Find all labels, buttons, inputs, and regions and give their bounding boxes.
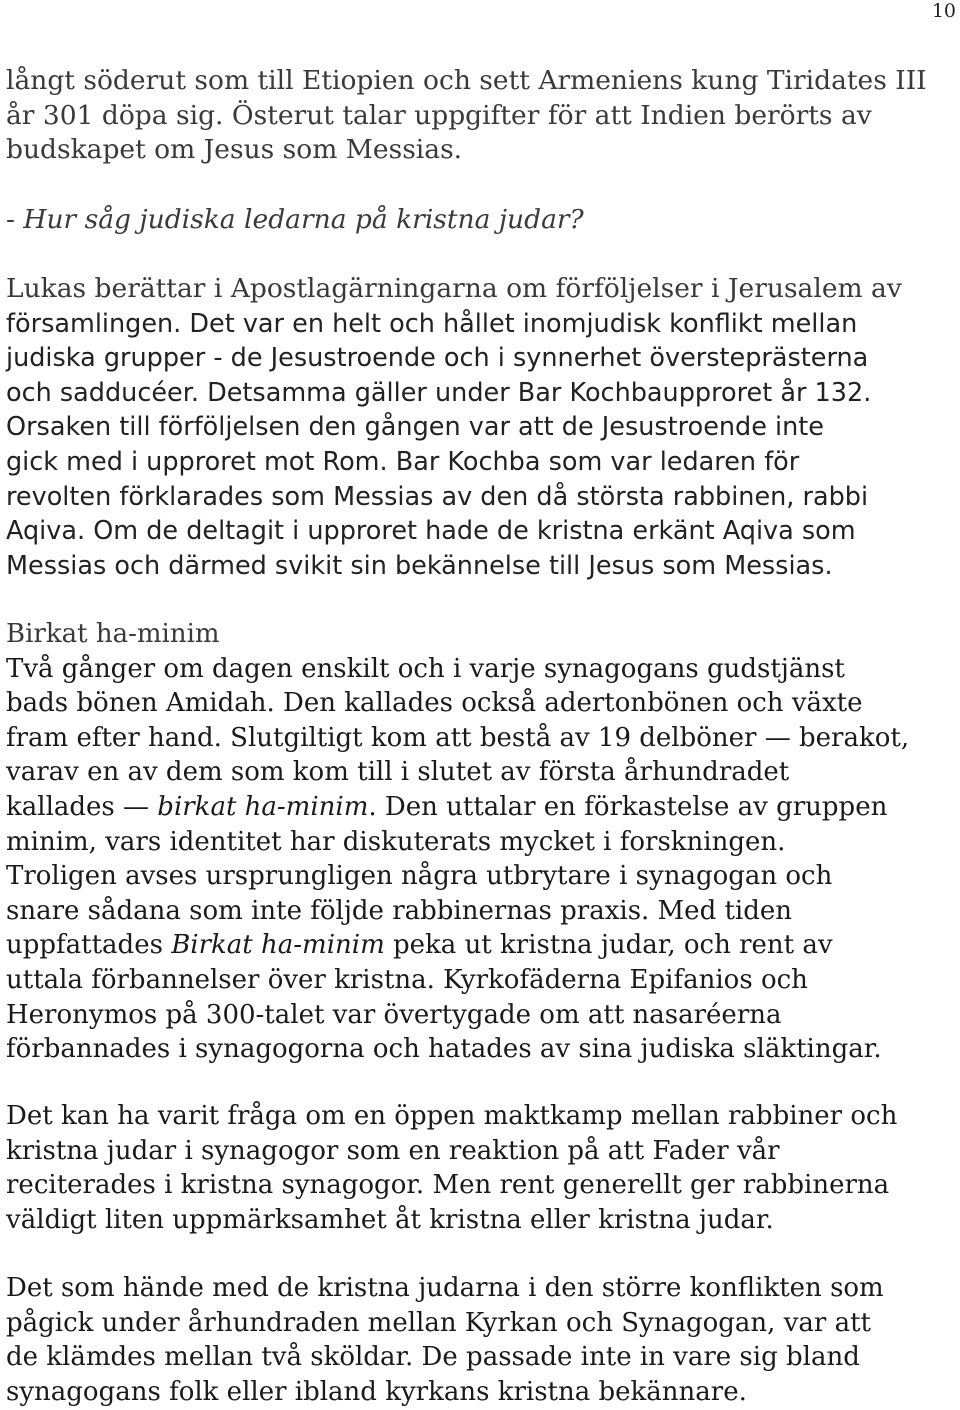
line-suffix: . Den uttalar en förkastelse av gruppen (368, 791, 888, 822)
text-line: budskapet om Jesus som Messias. (6, 134, 463, 166)
text-line: förbannades i synagogorna och hatades av sina judiska släktingar. (6, 1034, 882, 1065)
italic-term: Birkat ha-minim (171, 930, 385, 961)
text-line: väldigt liten uppmärksamhet åt kristna eller kristna judar. (6, 1204, 774, 1235)
text-line: gick med i upproret mot Rom. Bar Kochba som var ledaren för (6, 446, 800, 477)
text-line: synagogans folk eller ibland kyrkans kristna bekännare. (6, 1376, 747, 1407)
italic-term: birkat ha-minim (157, 791, 369, 822)
question-heading: - Hur såg judiska ledarna på kristna judar? (6, 204, 584, 235)
birkat-section (6, 617, 958, 1067)
page-number: 10 (931, 0, 956, 22)
text-line: minim, vars identitet har diskuterats mycket i forskningen. (6, 826, 786, 857)
intro-paragraph (6, 64, 958, 168)
text-line: år 301 döpa sig. Österut talar uppgifter för att Indien berörts av (6, 99, 872, 131)
text-line: och sadducéer. Detsamma gäller under Bar Kochbaupproret år 132. (6, 377, 872, 408)
text-line: snare sådana som inte följde rabbinernas praxis. Med tiden (6, 895, 793, 926)
text-line: revolten förklarades som Messias av den då största rabbinen, rabbi (6, 481, 869, 512)
text-line (6, 928, 958, 963)
text-line: Messias och därmed svikit sin bekännelse till Jesus som Messias. (6, 550, 833, 581)
text-line: Troligen avses ursprungligen några utbrytare i synagogan och (6, 861, 833, 892)
text-line: Orsaken till förföljelsen den gången var att de Jesustroende inte (6, 412, 824, 443)
text-line: Aqiva. Om de deltagit i upproret hade de kristna erkänt Aqiva som (6, 516, 856, 547)
line-suffix: peka ut kristna judar, och rent av (384, 930, 833, 961)
text-line: Två gånger om dagen enskilt och i varje synagogans gudstjänst (6, 653, 845, 684)
text-line: judiska grupper - de Jesustroende och i synnerhet översteprästerna (6, 343, 869, 374)
line-prefix: kallades — (6, 791, 158, 822)
text-line: Det kan ha varit fråga om en öppen maktkamp mellan rabbiner och (6, 1101, 898, 1131)
text-line: församlingen. Det var en helt och hållet inomjudisk konflikt mellan (6, 308, 858, 339)
text-line: uttala förbannelser över kristna. Kyrkofäderna Epifanios och (6, 964, 808, 995)
closing-paragraph (6, 1271, 958, 1409)
text-line: fram efter hand. Slutgiltigt kom att bestå av 19 delböner — berakot, (6, 722, 910, 753)
lukas-paragraph (6, 272, 958, 583)
text-line: kristna judar i synagogor som en reaktion på att Fader vår (6, 1135, 780, 1166)
section-question (6, 203, 958, 238)
text-line: bads bönen Amidah. Den kallades också adertonbönen och växte (6, 688, 863, 719)
text-line (6, 790, 958, 825)
section-heading: Birkat ha-minim (6, 619, 220, 649)
text-line: varav en av dem som kom till i slutet av första århundradet (6, 757, 790, 788)
maktkamp-paragraph (6, 1099, 958, 1237)
text-line: Heronymos på 300-talet var övertygade om att nasaréerna (6, 999, 782, 1030)
text-line: Lukas berättar i Apostlagärningarna om förföljelser i Jerusalem av (6, 273, 902, 304)
text-line: reciterades i kristna synagogor. Men rent generellt ger rabbinerna (6, 1170, 890, 1201)
text-line: Det som hände med de kristna judarna i den större konflikten som (6, 1273, 884, 1303)
text-line: de klämdes mellan två sköldar. De passade inte in vare sig bland (6, 1342, 860, 1373)
text-line: långt söderut som till Etiopien och sett Armeniens kung Tiridates III (6, 65, 927, 96)
line-prefix: uppfattades (6, 930, 172, 961)
text-line: pågick under århundraden mellan Kyrkan och Synagogan, var att (6, 1307, 871, 1338)
